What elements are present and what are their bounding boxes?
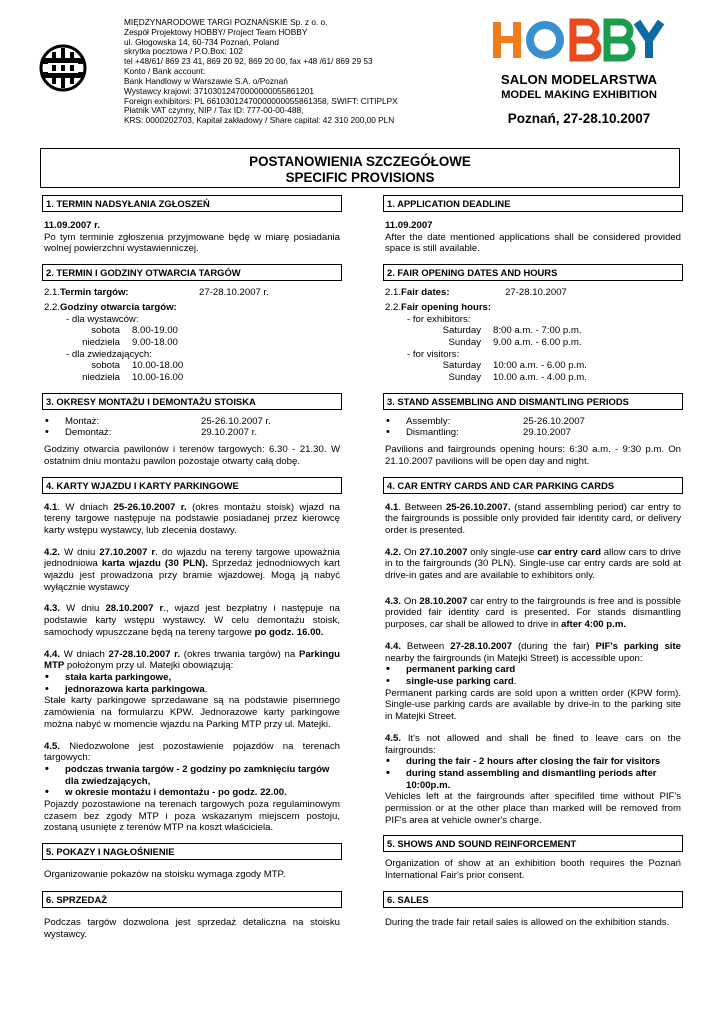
day-label: niedziela <box>82 372 120 384</box>
title-en: SPECIFIC PROVISIONS <box>285 170 435 185</box>
company-line: Płatnik VAT czynny, NIP / Tax ID: 777-00-00-488, <box>124 105 304 116</box>
company-line: KRS: 0000202703, Kapitał zakładowy / Share capital: 42 310 200,00 PLN <box>124 115 395 126</box>
section-heading: 2. TERMIN I GODZINY OTWARCIA TARGÓW <box>42 264 342 281</box>
deadline-text: Po tym terminie zgłoszenia przyjmowane będę w miarę posiadania wolnej powierzchni wystawienniczej. <box>44 231 340 255</box>
section-heading: 5. SHOWS AND SOUND REINFORCEMENT <box>383 835 683 852</box>
fair-dates-value: 27-28.10.2007 r. <box>199 287 269 299</box>
opening-hours-label: Fair opening hours: <box>401 301 492 313</box>
company-line: skrytka pocztowa / P.O.Box: 102 <box>124 46 243 57</box>
deadline-date: 11.09.2007 r. <box>44 220 101 231</box>
list-item: • stała karta parkingowe, <box>44 672 340 684</box>
company-line: Foreign exhibitors: PL 66103012470000000055861358, SWIFT: CITIPLPX <box>124 95 398 106</box>
english-column <box>383 195 683 938</box>
section-heading: 6. SPRZEDAŻ <box>42 891 342 908</box>
brand-block <box>484 18 674 127</box>
deadline-text: After the date mentioned applications shall be considered provided space is still available. <box>385 231 681 255</box>
section-heading: 6. SALES <box>383 891 683 908</box>
day-label: niedziela <box>82 336 120 348</box>
shows-text: Organizowanie pokazów na stoisku wymaga zgody MTP. <box>44 869 286 881</box>
removal-text: Vehicles left at the fairgrounds after specifiled time without PIF's permission or at the other place than marked will be removed from PIF's area at vehicle owner's charge. <box>385 791 681 826</box>
paragraph: 4.3. W dniu 28.10.2007 r., wjazd jest bezpłatny i następuje na podstawie karty wstępu wystawcy. W celu demontażu stoisk, samochody wpuszczane będą na tereny targowe po godz. 16.00. <box>44 603 340 638</box>
company-line: Zespół Projektowy HOBBY/ Project Team HOBBY <box>124 26 308 37</box>
section-heading: 2. FAIR OPENING DATES AND HOURS <box>383 264 683 281</box>
section-heading: 3. OKRESY MONTAŻU I DEMONTAŻU STOISKA <box>42 393 342 410</box>
paragraph: 4.3. On 28.10.2007 car entry to the fairgrounds is free and is possible provided fair identity card is presented. For stands dismantling purposes, car shall be allowed to drive in after 4:00 p.m. <box>385 595 681 631</box>
hours-value: 8.00-19.00 <box>132 325 178 337</box>
company-info <box>124 18 484 126</box>
section-heading: 3. STAND ASSEMBLING AND DISMANTLING PERIODS <box>383 393 683 410</box>
day-label: sobota <box>91 360 120 372</box>
list-item: • during the fair - 2 hours after closing the fair for visitors <box>385 756 681 768</box>
list-item: • w okresie montażu i demontażu - po godz. 22.00. <box>44 787 340 799</box>
polish-column <box>42 195 342 949</box>
list-item: • Demontaż: 29.10.2007 r. <box>44 427 340 439</box>
section-heading: 1. APPLICATION DEADLINE <box>383 195 683 212</box>
salon-title: SALON MODELARSTWA <box>500 72 658 87</box>
title-pl: POSTANOWIENIA SZCZEGÓŁOWE <box>249 154 471 169</box>
group-exhibitors: - for exhibitors: <box>407 313 471 325</box>
event-date: Poznań, 27-28.10.2007 <box>507 110 651 126</box>
day-label: Sunday <box>448 372 481 384</box>
paragraph: 4.2. On 27.10.2007 only single-use car entry card allow cars to drive in to the fairgrounds (30 PLN). Single-use car entry cards are sold at drive-in gates and are available to exhibitors only. <box>385 546 681 582</box>
item-number: 2.2. <box>385 301 402 313</box>
paragraph: 4.1. Between 25-26.10.2007. (stand assembling period) car entry to the fairgrounds is possible only provided fair identity card, or delivery order is presented. <box>385 501 681 536</box>
parking-text: Permanent parking cards are sold upon a written order (KPW form). Single-use parking cards are available by drive-in to the parking site in Matejki Street. <box>385 687 681 723</box>
shows-text: Organization of show at an exhibition booth requires the Poznań International Fair's prior consent. <box>385 858 681 882</box>
fair-dates-label: Fair dates: <box>401 287 450 299</box>
paragraph: 4.1. W dniach 25-26.10.2007 r. (okres montażu stoisk) wjazd na tereny targowe następuje na podstawie posiadanej przez kierowcę karty wstępu wystawcy, lub zlecenia dostawy. <box>44 501 340 536</box>
hours-value: 10.00-16.00 <box>132 372 184 384</box>
day-label: sobota <box>91 325 120 337</box>
list-item: • single-use parking card. <box>385 676 681 688</box>
list-item: • jednorazowa karta parkingowa. <box>44 684 340 696</box>
company-line: ul. Głogowska 14, 60-734 Poznań, Poland <box>124 36 279 47</box>
item-number: 2.1. <box>385 287 402 299</box>
sales-text: During the trade fair retail sales is allowed on the exhibition stands. <box>385 916 670 928</box>
company-line: tel +48/61/ 869 23 41, 869 20 92, 869 20 00, fax +48 /61/ 869 29 53 <box>124 56 373 67</box>
fair-dates-value: 27-28.10.2007 <box>505 287 567 299</box>
item-number: 2.1. <box>44 287 61 299</box>
fair-dates-label: Termin targów: <box>60 287 129 299</box>
hours-value: 9.00-18.00 <box>132 336 178 348</box>
deadline-date: 11.09.2007 <box>385 220 433 231</box>
paragraph: 4.5. It's not allowed and shall be fined to leave cars on the fairgrounds: • during the fair - 2 hours after closing the fair for visitors • during stand assembling and dismantling periods after 10:00p.m. Vehicles left at the fairgrounds after specifiled time without PIF's permission or at the other place than marked will be removed from PIF's area at vehicle owner's charge. <box>385 733 681 827</box>
paragraph: 4.4. Between 27-28.10.2007 (during the fair) PIF's parking site nearby the fairgrounds (in Matejki Street) is accessible upon: • permanent parking card • single-use parking card. Permanent parking cards are sold upon a written order (KPW form). Single-use parking cards are available by drive-in to the parking site in Matejki Street. <box>385 641 681 723</box>
list-item: • Montaż: 25-26.10.2007 r. <box>44 416 340 428</box>
assembly-text: Pavilions and fairgrounds opening hours: 6:30 a.m. - 9:30 p.m. On 21.10.2007 pavilions will be open day and night. <box>385 444 681 467</box>
day-label: Saturday <box>442 360 481 372</box>
hours-value: 10.00-18.00 <box>132 360 184 372</box>
section-heading: 4. KARTY WJAZDU I KARTY PARKINGOWE <box>42 477 342 494</box>
day-label: Sunday <box>448 336 481 348</box>
group-exhibitors: - dla wystawców: <box>66 313 139 325</box>
group-visitors: - dla zwiedzających: <box>66 348 152 360</box>
list-item: • podczas trwania targów - 2 godziny po zamknięciu targów dla zwiedzających, <box>44 764 340 787</box>
sales-text: Podczas targów dozwolona jest sprzedaż detaliczna na stoisku wystawcy. <box>44 916 340 940</box>
section-heading: 4. CAR ENTRY CARDS AND CAR PARKING CARDS <box>383 477 683 494</box>
hours-value: 10:00 a.m. - 6.00 p.m. <box>493 360 587 372</box>
list-item: • Dismantling: 29.10.2007 <box>385 427 681 439</box>
paragraph: 4.5. Niedozwolone jest pozostawienie pojazdów na terenach targowych: • podczas trwania targów - 2 godziny po zamknięciu targów dla zwiedzających, • w okresie montażu i demontażu - po godz. 22.00. Pojazdy pozostawione na terenach targowych poza regulaminowym czasem bez zgody MTP i poza wskazanym miejscem postoju, zostaną usunięte z terenów MTP na koszt właściciela. <box>44 741 340 835</box>
section-heading: 1. TERMIN NADSYŁANIA ZGŁOSZEŃ <box>42 195 342 212</box>
parking-text: Stałe karty parkingowe sprzedawane są na podstawie pisemnego zamówienia na formularzu KPW. Jednorazowe karty parkingowe można nabyć w momencie wjazdu na Parking MTP przy ul. Matejki. <box>44 695 340 730</box>
item-number: 2.2. <box>44 301 61 313</box>
hobby-logo <box>491 18 667 62</box>
page-title <box>40 148 680 188</box>
list-item: • during stand assembling and dismantling periods after 10:00p.m. <box>385 768 681 791</box>
company-line: Wystawcy krajowi: 37103012470000000055861201 <box>124 85 314 96</box>
list-item: • permanent parking card <box>385 664 681 676</box>
list-item: • Assembly: 25-26.10.2007 <box>385 416 681 428</box>
company-line: Konto / Bank account: <box>124 66 206 77</box>
hours-value: 8:00 a.m. - 7:00 p.m. <box>493 325 582 337</box>
section-heading: 5. POKAZY I NAGŁOŚNIENIE <box>42 843 342 860</box>
hours-value: 10.00 a.m. - 4.00 p.m. <box>493 372 587 384</box>
paragraph: 4.2. W dniu 27.10.2007 r. do wjazdu na tereny targowe upoważnia jednodniowa karta wjazdu (30 PLN). Sprzedaż jednodniowych kart wjazdu jest prowadzona przy bramie wjazdowej. Mogą ją nabyć wyłącznie wystawcy <box>44 546 340 593</box>
removal-text: Pojazdy pozostawione na terenach targowych poza regulaminowym czasem bez zgody MTP i poza wskazanym miejscem postoju, zostaną usunięte z terenów MTP na koszt właściciela. <box>44 799 340 834</box>
group-visitors: - for visitors: <box>407 348 460 360</box>
assembly-text: Godziny otwarcia pawilonów i terenów targowych: 6.30 - 21.30. W ostatnim dniu montażu pawilon pozostaje otwarty całą dobę. <box>44 444 340 467</box>
company-line: MIĘDZYNARODOWE TARGI POZNAŃSKIE Sp. z o. o. <box>124 17 328 27</box>
opening-hours-label: Godziny otwarcia targów: <box>60 301 177 313</box>
hours-value: 9.00 a.m. - 6.00 p.m. <box>493 336 582 348</box>
mtp-logo-icon <box>38 44 88 92</box>
company-line: Bank Handlowy w Warszawie S.A. o/Poznań <box>124 75 288 86</box>
day-label: Saturday <box>442 325 481 337</box>
paragraph: 4.4. W dniach 27-28.10.2007 r. (okres trwania targów) na Parkingu MTP położonym przy ul. Matejki obowiązują: • stała karta parkingowe, • jednorazowa karta parkingowa. Stałe karty parkingowe sprzedawane są na podstawie pisemnego zamówienia na formularzu KPW. Jednorazowe karty parkingowe można nabyć w momencie wjazdu na Parking MTP przy ul. Matejki. <box>44 649 340 731</box>
exhibition-subtitle: MODEL MAKING EXHIBITION <box>501 89 657 102</box>
